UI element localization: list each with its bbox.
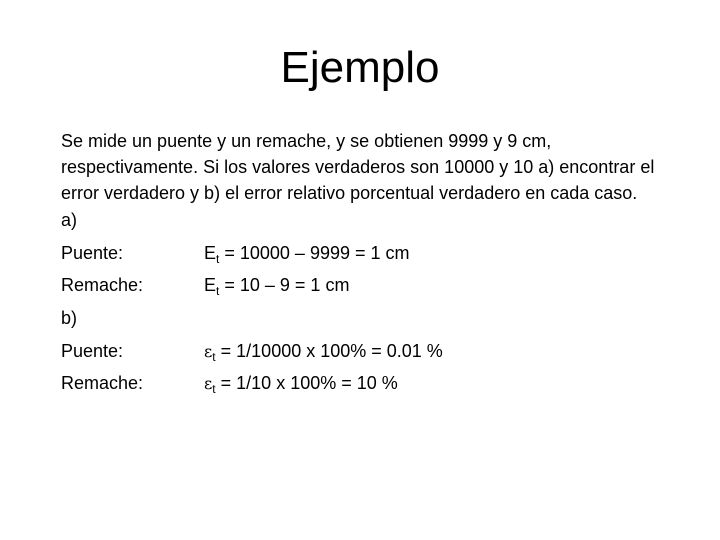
formula-expression: = 10 – 9 = 1 cm	[219, 275, 350, 295]
slide-title: Ejemplo	[280, 43, 440, 92]
part-b-row-remache	[61, 370, 681, 396]
part-b-label: b)	[61, 308, 78, 328]
formula-symbol: ε	[204, 374, 213, 393]
relative-error-formula	[204, 370, 398, 397]
row-item-label: Puente:	[61, 341, 124, 361]
part-a-label: a)	[61, 210, 78, 230]
problem-line: Se mide un puente y un remache, y se obtienen 9999 y 9 cm,	[61, 131, 552, 151]
problem-statement	[61, 128, 681, 206]
formula-symbol: ε	[204, 342, 213, 361]
formula-symbol: E	[204, 243, 217, 263]
row-item-label: Puente:	[61, 243, 124, 263]
part-a-row-puente	[61, 240, 681, 266]
part-a-row-remache	[61, 272, 681, 298]
problem-line: error verdadero y b) el error relativo porcentual verdadero en cada caso.	[61, 183, 638, 203]
formula-expression: = 1/10 x 100% = 10 %	[215, 373, 398, 393]
relative-error-formula	[204, 338, 443, 365]
true-error-formula	[204, 240, 410, 266]
true-error-formula	[204, 272, 349, 298]
part-b-row-puente	[61, 338, 681, 364]
formula-subscript: t	[212, 382, 216, 396]
formula-subscript: t	[212, 350, 216, 364]
formula-expression: = 10000 – 9999 = 1 cm	[219, 243, 410, 263]
row-item-label: Remache:	[61, 373, 144, 393]
problem-line: respectivamente. Si los valores verdaderos son 10000 y 10 a) encontrar el	[61, 157, 655, 177]
formula-symbol: E	[204, 275, 217, 295]
row-item-label: Remache:	[61, 275, 144, 295]
formula-expression: = 1/10000 x 100% = 0.01 %	[215, 341, 443, 361]
formula-subscript: t	[216, 284, 220, 298]
formula-subscript: t	[216, 252, 220, 266]
